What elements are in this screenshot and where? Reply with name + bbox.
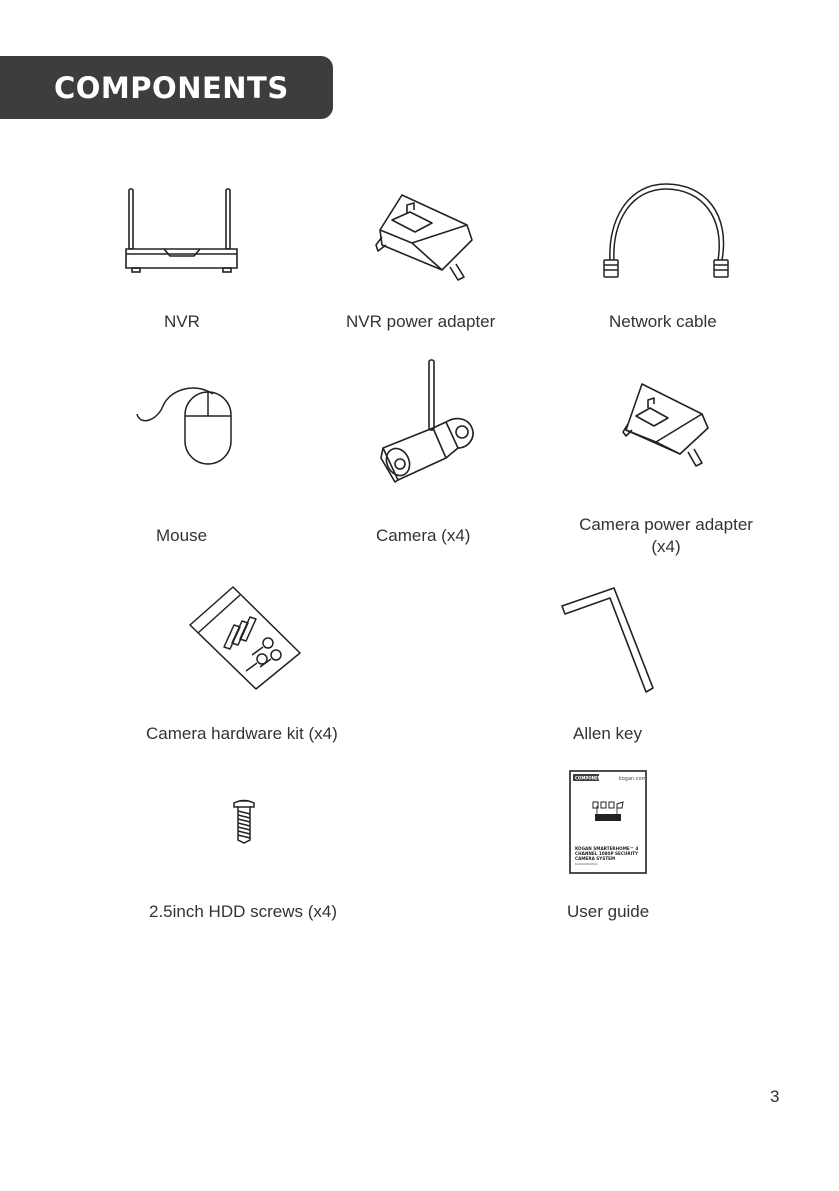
camera-label: Camera (x4): [376, 526, 471, 545]
nvr-label: NVR: [164, 312, 200, 331]
user-guide-badge: COMPONENTS: [575, 775, 607, 781]
user-guide-label: User guide: [567, 902, 650, 921]
network-cable-icon: [598, 180, 738, 280]
allen-key-icon: [560, 586, 655, 694]
camera-power-adapter-label-line2: (x4): [651, 537, 681, 556]
camera-power-adapter-label: [566, 514, 766, 558]
mouse-icon: [135, 376, 235, 468]
section-title: COMPONENTS: [54, 70, 289, 105]
user-guide-heading-3: CAMERA SYSTEM: [575, 856, 616, 861]
user-guide-icon: [569, 770, 647, 874]
nvr-icon: [124, 186, 239, 274]
user-guide-heading-2: CHANNEL 1080P SECURITY: [575, 851, 639, 856]
section-banner: [0, 56, 333, 119]
allen-key-label: Allen key: [573, 724, 642, 743]
nvr-power-adapter-label: NVR power adapter: [346, 312, 496, 331]
hardware-kit-icon: [188, 585, 303, 690]
camera-icon: [378, 358, 478, 484]
user-guide-brand: kogan.com: [619, 776, 647, 782]
camera-power-adapter-label-line1: Camera power adapter: [579, 515, 753, 534]
nvr-power-adapter-icon: [372, 185, 482, 280]
page-number: 3: [770, 1087, 780, 1106]
hardware-kit-label: Camera hardware kit (x4): [146, 724, 338, 743]
hdd-screw-icon: [233, 799, 255, 843]
mouse-label: Mouse: [156, 526, 208, 545]
user-guide-heading-1: KOGAN SMARTERHOME™ 4: [575, 846, 639, 851]
network-cable-label: Network cable: [609, 312, 717, 331]
camera-power-adapter-icon: [622, 374, 716, 468]
hdd-screws-label: 2.5inch HDD screws (x4): [149, 902, 337, 921]
user-guide-subtext: KASLNVR4W2A: [575, 862, 598, 866]
